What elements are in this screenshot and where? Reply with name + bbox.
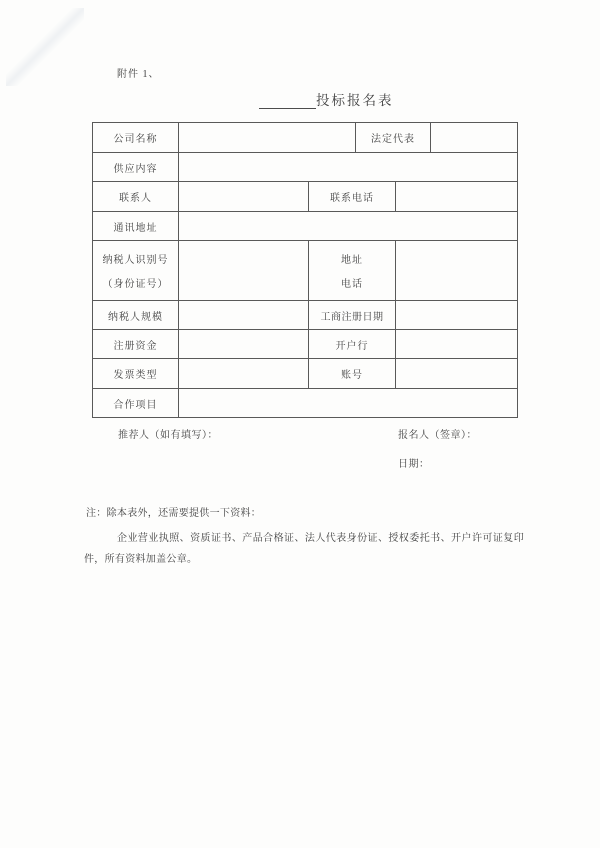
address-phone-label	[309, 241, 396, 301]
taxpayer-id-label-line1: 纳税人识别号	[102, 254, 169, 266]
table-row-invoice-type	[93, 359, 518, 389]
invoice-type-label: 发票类型	[93, 359, 179, 389]
legal-rep-label: 法定代表	[356, 123, 431, 153]
address-phone-value-cell	[396, 241, 518, 301]
table-row-registered-capital	[93, 330, 518, 359]
cooperation-project-label: 合作项目	[93, 389, 179, 418]
attachment-label: 附件 1、	[117, 69, 160, 80]
taxpayer-id-value-cell	[179, 241, 309, 301]
business-reg-date-label: 工商注册日期	[309, 301, 396, 330]
address-label: 地址	[341, 254, 363, 266]
account-no-value-cell	[396, 359, 518, 389]
table-row-taxpayer-id	[93, 241, 518, 301]
contact-phone-label: 联系电话	[309, 182, 396, 212]
table-row-company	[93, 123, 518, 153]
deposit-bank-label: 开户行	[309, 330, 396, 359]
contact-phone-value-cell	[396, 182, 518, 212]
contact-person-label: 联系人	[93, 182, 179, 212]
table-row-taxpayer-scale	[93, 301, 518, 330]
note-body: 企业营业执照、资质证书、产品合格证、法人代表身份证、授权委托书、开户许可证复印件，所有资料加盖公章。	[84, 533, 524, 565]
invoice-type-value-cell	[179, 359, 309, 389]
company-name-value-cell	[179, 123, 356, 153]
form-title-text: 投标报名表	[316, 93, 394, 108]
table-row-supply	[93, 153, 518, 182]
account-no-label: 账号	[309, 359, 396, 389]
table-row-mailing-address	[93, 212, 518, 241]
cooperation-project-value-cell	[179, 389, 518, 418]
company-name-label: 公司名称	[93, 123, 179, 153]
taxpayer-id-label-line2: （身份证号）	[102, 279, 169, 291]
registration-form-table	[92, 122, 518, 418]
mailing-address-value-cell	[179, 212, 518, 241]
supply-content-label: 供应内容	[93, 153, 179, 182]
form-title	[259, 93, 394, 109]
taxpayer-scale-label: 纳税人规模	[93, 301, 179, 330]
phone-label: 电话	[341, 279, 363, 291]
applicant-label: 报名人（签章）：	[398, 430, 477, 441]
table-row-cooperation-project	[93, 389, 518, 418]
legal-rep-value-cell	[431, 123, 518, 153]
note-heading: 注：除本表外，还需要提供一下资料：	[86, 508, 262, 519]
business-reg-date-value-cell	[396, 301, 518, 330]
deposit-bank-value-cell	[396, 330, 518, 359]
taxpayer-id-label	[93, 241, 179, 301]
registered-capital-label: 注册资金	[93, 330, 179, 359]
taxpayer-scale-value-cell	[179, 301, 309, 330]
table-row-contact	[93, 182, 518, 212]
recommender-label: 推荐人（如有填写）：	[118, 430, 218, 441]
registered-capital-value-cell	[179, 330, 309, 359]
scan-artifact	[6, 8, 84, 86]
mailing-address-label: 通讯地址	[93, 212, 179, 241]
date-label: 日期：	[398, 459, 430, 470]
contact-person-value-cell	[179, 182, 309, 212]
supply-content-value-cell	[179, 153, 518, 182]
title-blank-line	[259, 95, 316, 109]
